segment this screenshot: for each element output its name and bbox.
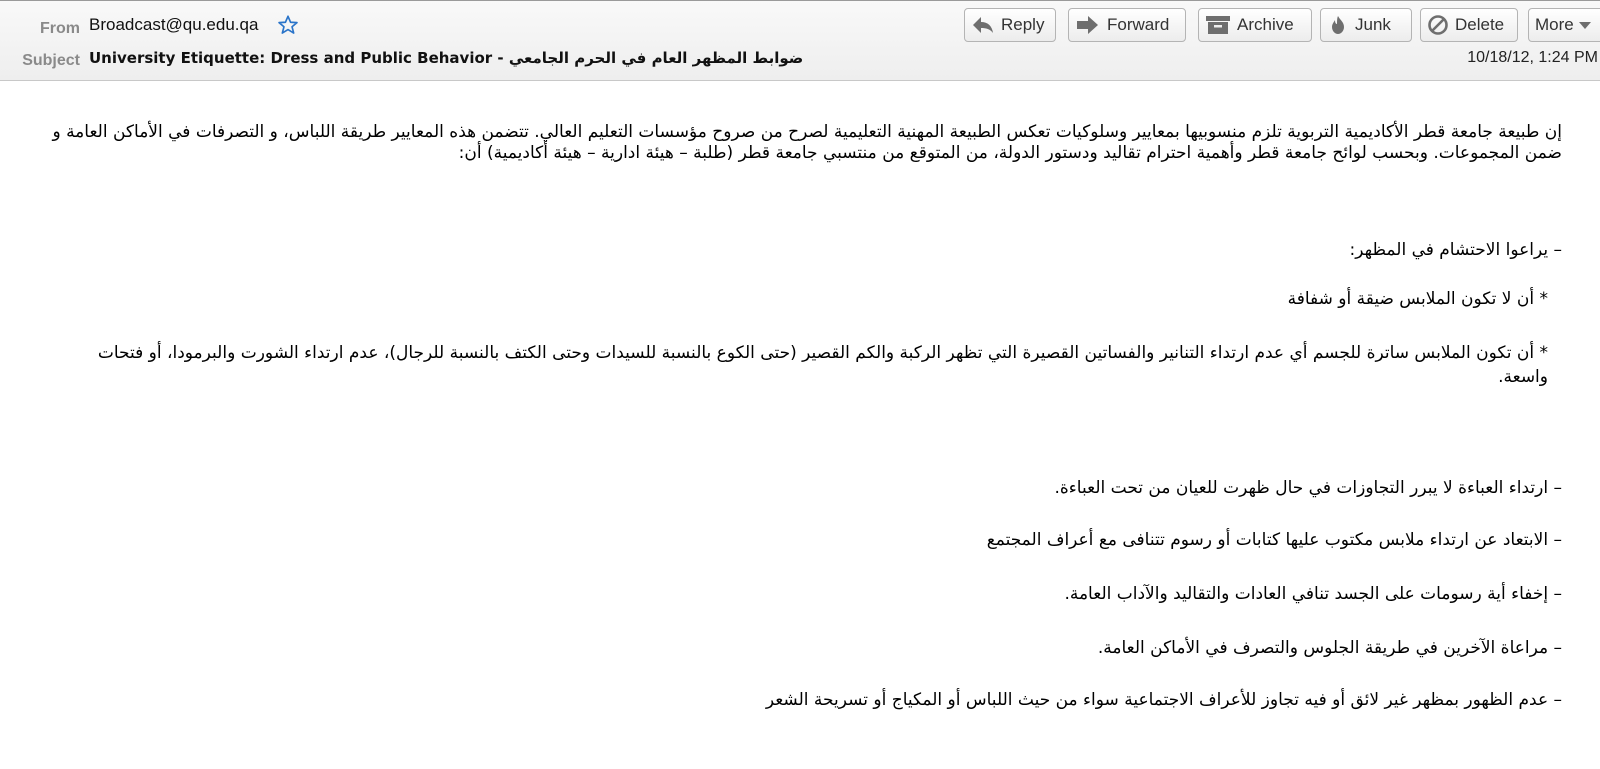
list-item: – الابتعاد عن ارتداء ملابس مكتوب عليها كتابات أو رسوم تتنافى مع أعراف المجتمع xyxy=(986,530,1562,550)
sub-item: * أن تكون الملابس ساترة للجسم أي عدم ارتداء التنانير والفساتين القصيرة التي تظهر الركبة والكم القصير (حتى الكوع بالنسبة للسيدات وحتى الكتف بالنسبة للرجال)، عدم ارتداء الشورت والبرمودا، أو فتحات واسعة. xyxy=(97,343,1548,387)
junk-button[interactable] xyxy=(1320,8,1412,42)
subject-text: University Etiquette: Dress and Public Behavior - ضوابط المظهر العام في الحرم الجامعي xyxy=(89,49,804,67)
sender-address[interactable]: Broadcast@qu.edu.qa xyxy=(89,15,259,34)
list-item: – ارتداء العباءة لا يبرر التجاوزات في حال ظهرت للعيان من تحت العباءة. xyxy=(1054,478,1562,498)
message-date: 10/18/12, 1:24 PM xyxy=(1467,49,1598,66)
forward-label: Forward xyxy=(1107,15,1170,34)
delete-prohibit-icon xyxy=(1427,14,1449,36)
delete-label: Delete xyxy=(1455,15,1505,34)
junk-flame-icon xyxy=(1327,14,1349,36)
intro-paragraph: إن طبيعة جامعة قطر الأكاديمية التربوية تلزم منسوبيها بمعايير وسلوكيات تعكس الطبيعة المهنية التعليمية لصرح من صروح مؤسسات التعليم العالي. تتضمن هذه المعايير طريقة اللباس، و التصرفات في الأماكن العامة و ضمن المجموعات. وبحسب لوائح جامعة قطر وأهمية احترام تقاليد ودستور الدولة، من المتوقع من منتسبي جامعة قطر (طلبة – هيئة ادارية – هيئة أكاديمية) أن: xyxy=(52,122,1562,163)
modesty-item: – يراعوا الاحتشام في المظهر: xyxy=(1349,240,1562,260)
list-item: – عدم الظهور بمظهر غير لائق أو فيه تجاوز للأعراف الاجتماعية سواء من حيث اللباس أو المكياج أو تسريحة الشعر xyxy=(765,690,1562,710)
forward-arrow-icon xyxy=(1075,15,1101,35)
message-header xyxy=(0,1,1600,81)
archive-label: Archive xyxy=(1237,15,1294,34)
archive-button[interactable] xyxy=(1198,8,1312,42)
delete-button[interactable] xyxy=(1420,8,1518,42)
list-item: – إخفاء أية رسومات على الجسد تنافي العادات والتقاليد والآداب العامة. xyxy=(1064,584,1562,604)
message-toolbar xyxy=(964,8,1600,44)
star-outline-icon[interactable] xyxy=(277,14,299,36)
forward-button[interactable] xyxy=(1068,8,1186,42)
chevron-down-icon xyxy=(1578,20,1592,30)
list-item: – مراعاة الآخرين في طريقة الجلوس والتصرف في الأماكن العامة. xyxy=(1097,638,1562,658)
message-body xyxy=(0,81,1600,769)
more-label: More xyxy=(1535,15,1574,34)
reply-arrow-icon xyxy=(971,15,995,35)
archive-box-icon xyxy=(1205,14,1231,36)
reply-button[interactable] xyxy=(964,8,1056,42)
sub-item: * أن لا تكون الملابس ضيقة أو شفافة xyxy=(1287,289,1548,309)
subject-label: Subject xyxy=(22,52,80,69)
junk-label: Junk xyxy=(1355,15,1391,34)
reply-label: Reply xyxy=(1001,15,1045,34)
more-button[interactable] xyxy=(1528,8,1600,42)
from-label: From xyxy=(40,20,80,37)
